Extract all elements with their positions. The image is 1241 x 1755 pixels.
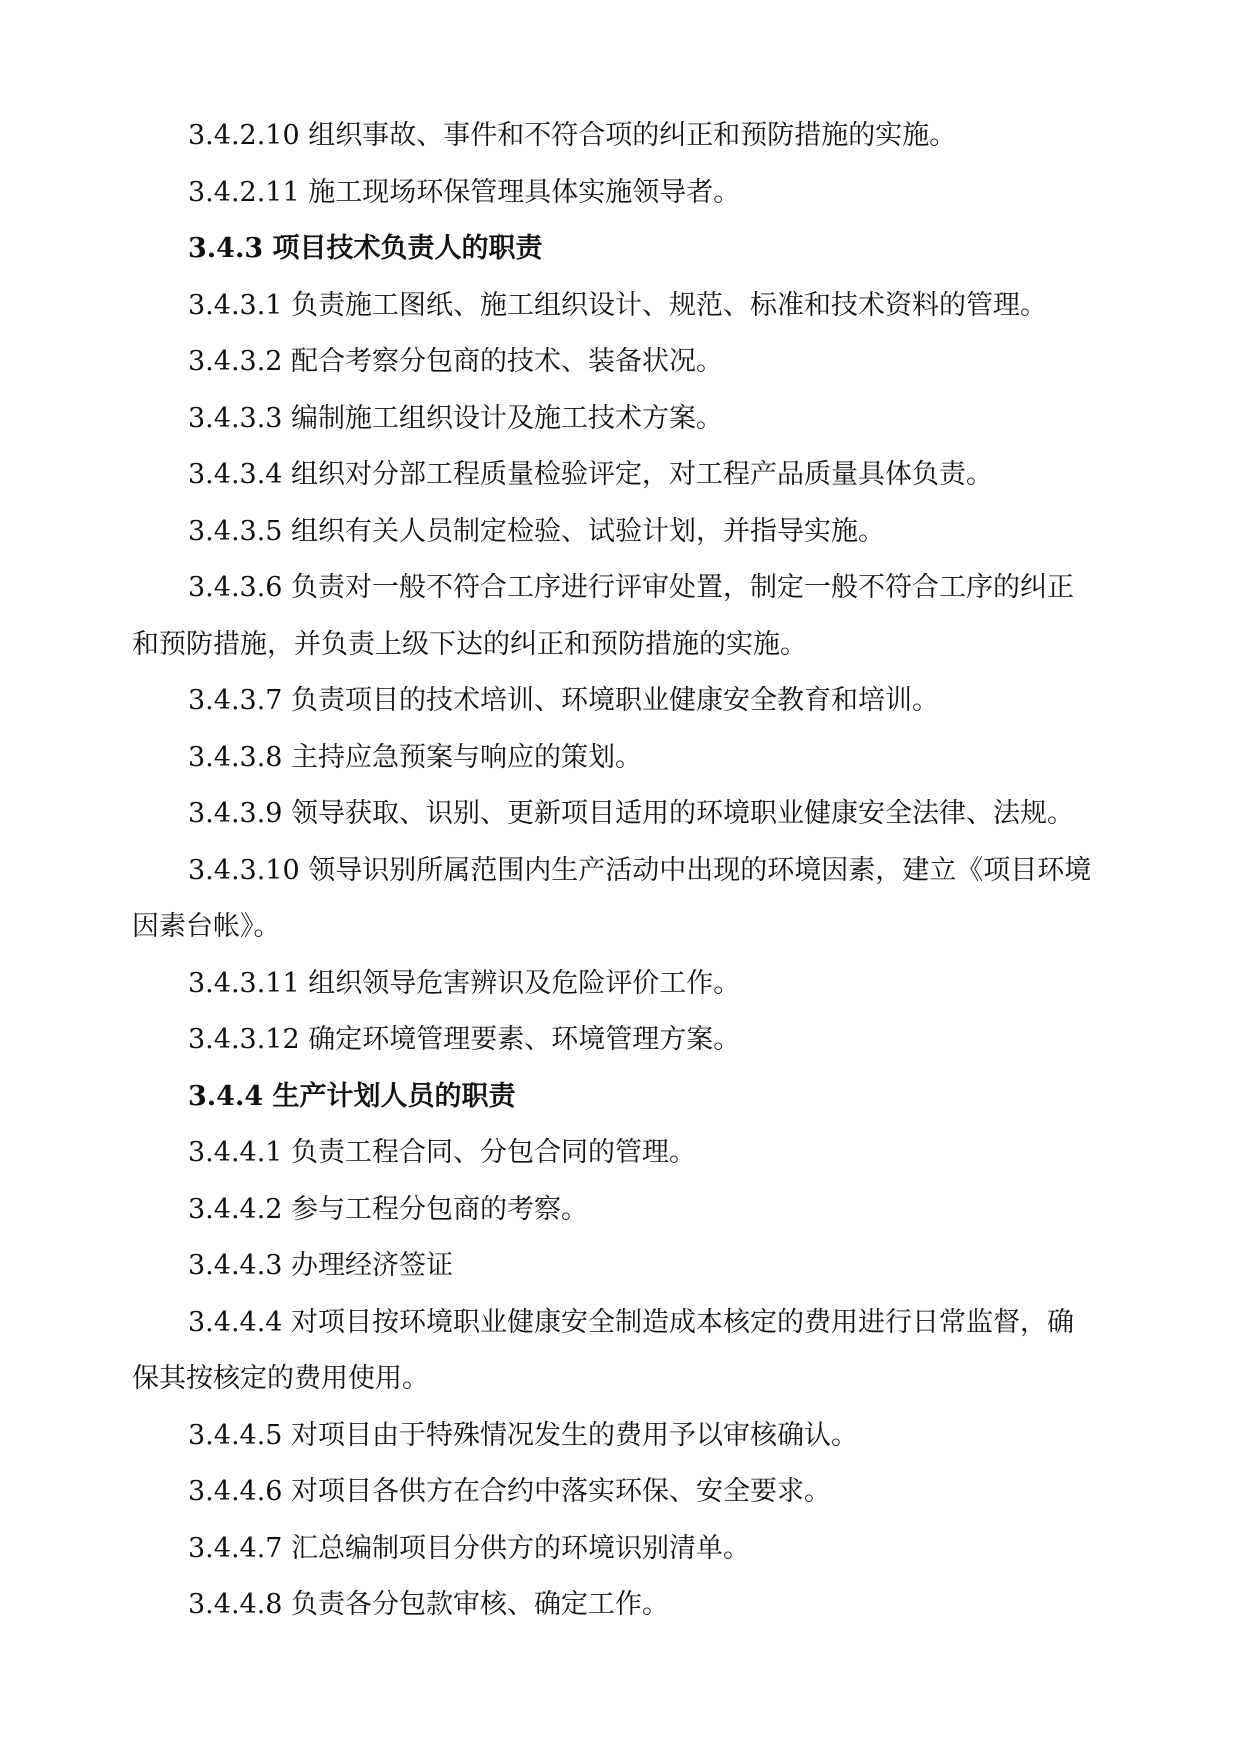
paragraph-3-4-4-2: 3.4.4.2 参与工程分包商的考察。 [188,1193,589,1225]
paragraph-3-4-4-3: 3.4.4.3 办理经济签证 [188,1250,454,1281]
paragraph-3-4-3-5: 3.4.3.5 组织有关人员制定检验、试验计划，并指导实施。 [188,515,886,547]
paragraph-3-4-4-4-continued: 保其按核定的费用使用。 [132,1363,429,1394]
paragraph-3-4-3-9: 3.4.3.9 领导获取、识别、更新项目适用的环境职业健康安全法律、法规。 [188,798,1075,829]
paragraph-3-4-4-6: 3.4.4.6 对项目各供方在合约中落实环保、安全要求。 [188,1476,832,1507]
document-body [132,108,1128,1634]
paragraph-3-4-4-4: 3.4.4.4 对项目按环境职业健康安全制造成本核定的费用进行日常监督，确 [188,1306,1075,1338]
section-heading-3-4-3: 3.4.3 项目技术负责人的职责 [188,233,543,264]
paragraph-3-4-3-10: 3.4.3.10 领导识别所属范围内生产活动中出现的环境因素，建立《项目环境 [188,854,1092,886]
paragraph-3-4-3-11: 3.4.3.11 组织领导危害辨识及危险评价工作。 [188,967,741,999]
paragraph-3-4-3-2: 3.4.3.2 配合考察分包商的技术、装备状况。 [188,346,724,377]
paragraph-3-4-3-6: 3.4.3.6 负责对一般不符合工序进行评审处置，制定一般不符合工序的纠正 [188,572,1075,603]
paragraph-3-4-2-10: 3.4.2.10 组织事故、事件和不符合项的纠正和预防措施的实施。 [188,120,957,151]
paragraph-3-4-3-4: 3.4.3.4 组织对分部工程质量检验评定，对工程产品质量具体负责。 [188,459,994,490]
paragraph-3-4-3-6-continued: 和预防措施，并负责上级下达的纠正和预防措施的实施。 [132,628,807,660]
paragraph-3-4-3-12: 3.4.3.12 确定环境管理要素、环境管理方案。 [188,1024,741,1055]
paragraph-3-4-4-1: 3.4.4.1 负责工程合同、分包合同的管理。 [188,1137,697,1168]
section-heading-3-4-4: 3.4.4 生产计划人员的职责 [188,1080,516,1112]
paragraph-3-4-4-7: 3.4.4.7 汇总编制项目分供方的环境识别清单。 [188,1532,751,1564]
paragraph-3-4-4-5: 3.4.4.5 对项目由于特殊情况发生的费用予以审核确认。 [188,1419,859,1451]
paragraph-3-4-3-10-continued: 因素台帐》。 [132,911,281,942]
paragraph-3-4-3-3: 3.4.3.3 编制施工组织设计及施工技术方案。 [188,402,724,434]
paragraph-3-4-2-11: 3.4.2.11 施工现场环保管理具体实施领导者。 [188,176,741,208]
paragraph-3-4-4-8: 3.4.4.8 负责各分包款审核、确定工作。 [188,1589,670,1620]
paragraph-3-4-3-7: 3.4.3.7 负责项目的技术培训、环境职业健康安全教育和培训。 [188,685,940,716]
paragraph-3-4-3-8: 3.4.3.8 主持应急预案与响应的策划。 [188,741,643,773]
paragraph-3-4-3-1: 3.4.3.1 负责施工图纸、施工组织设计、规范、标准和技术资料的管理。 [188,289,1048,321]
